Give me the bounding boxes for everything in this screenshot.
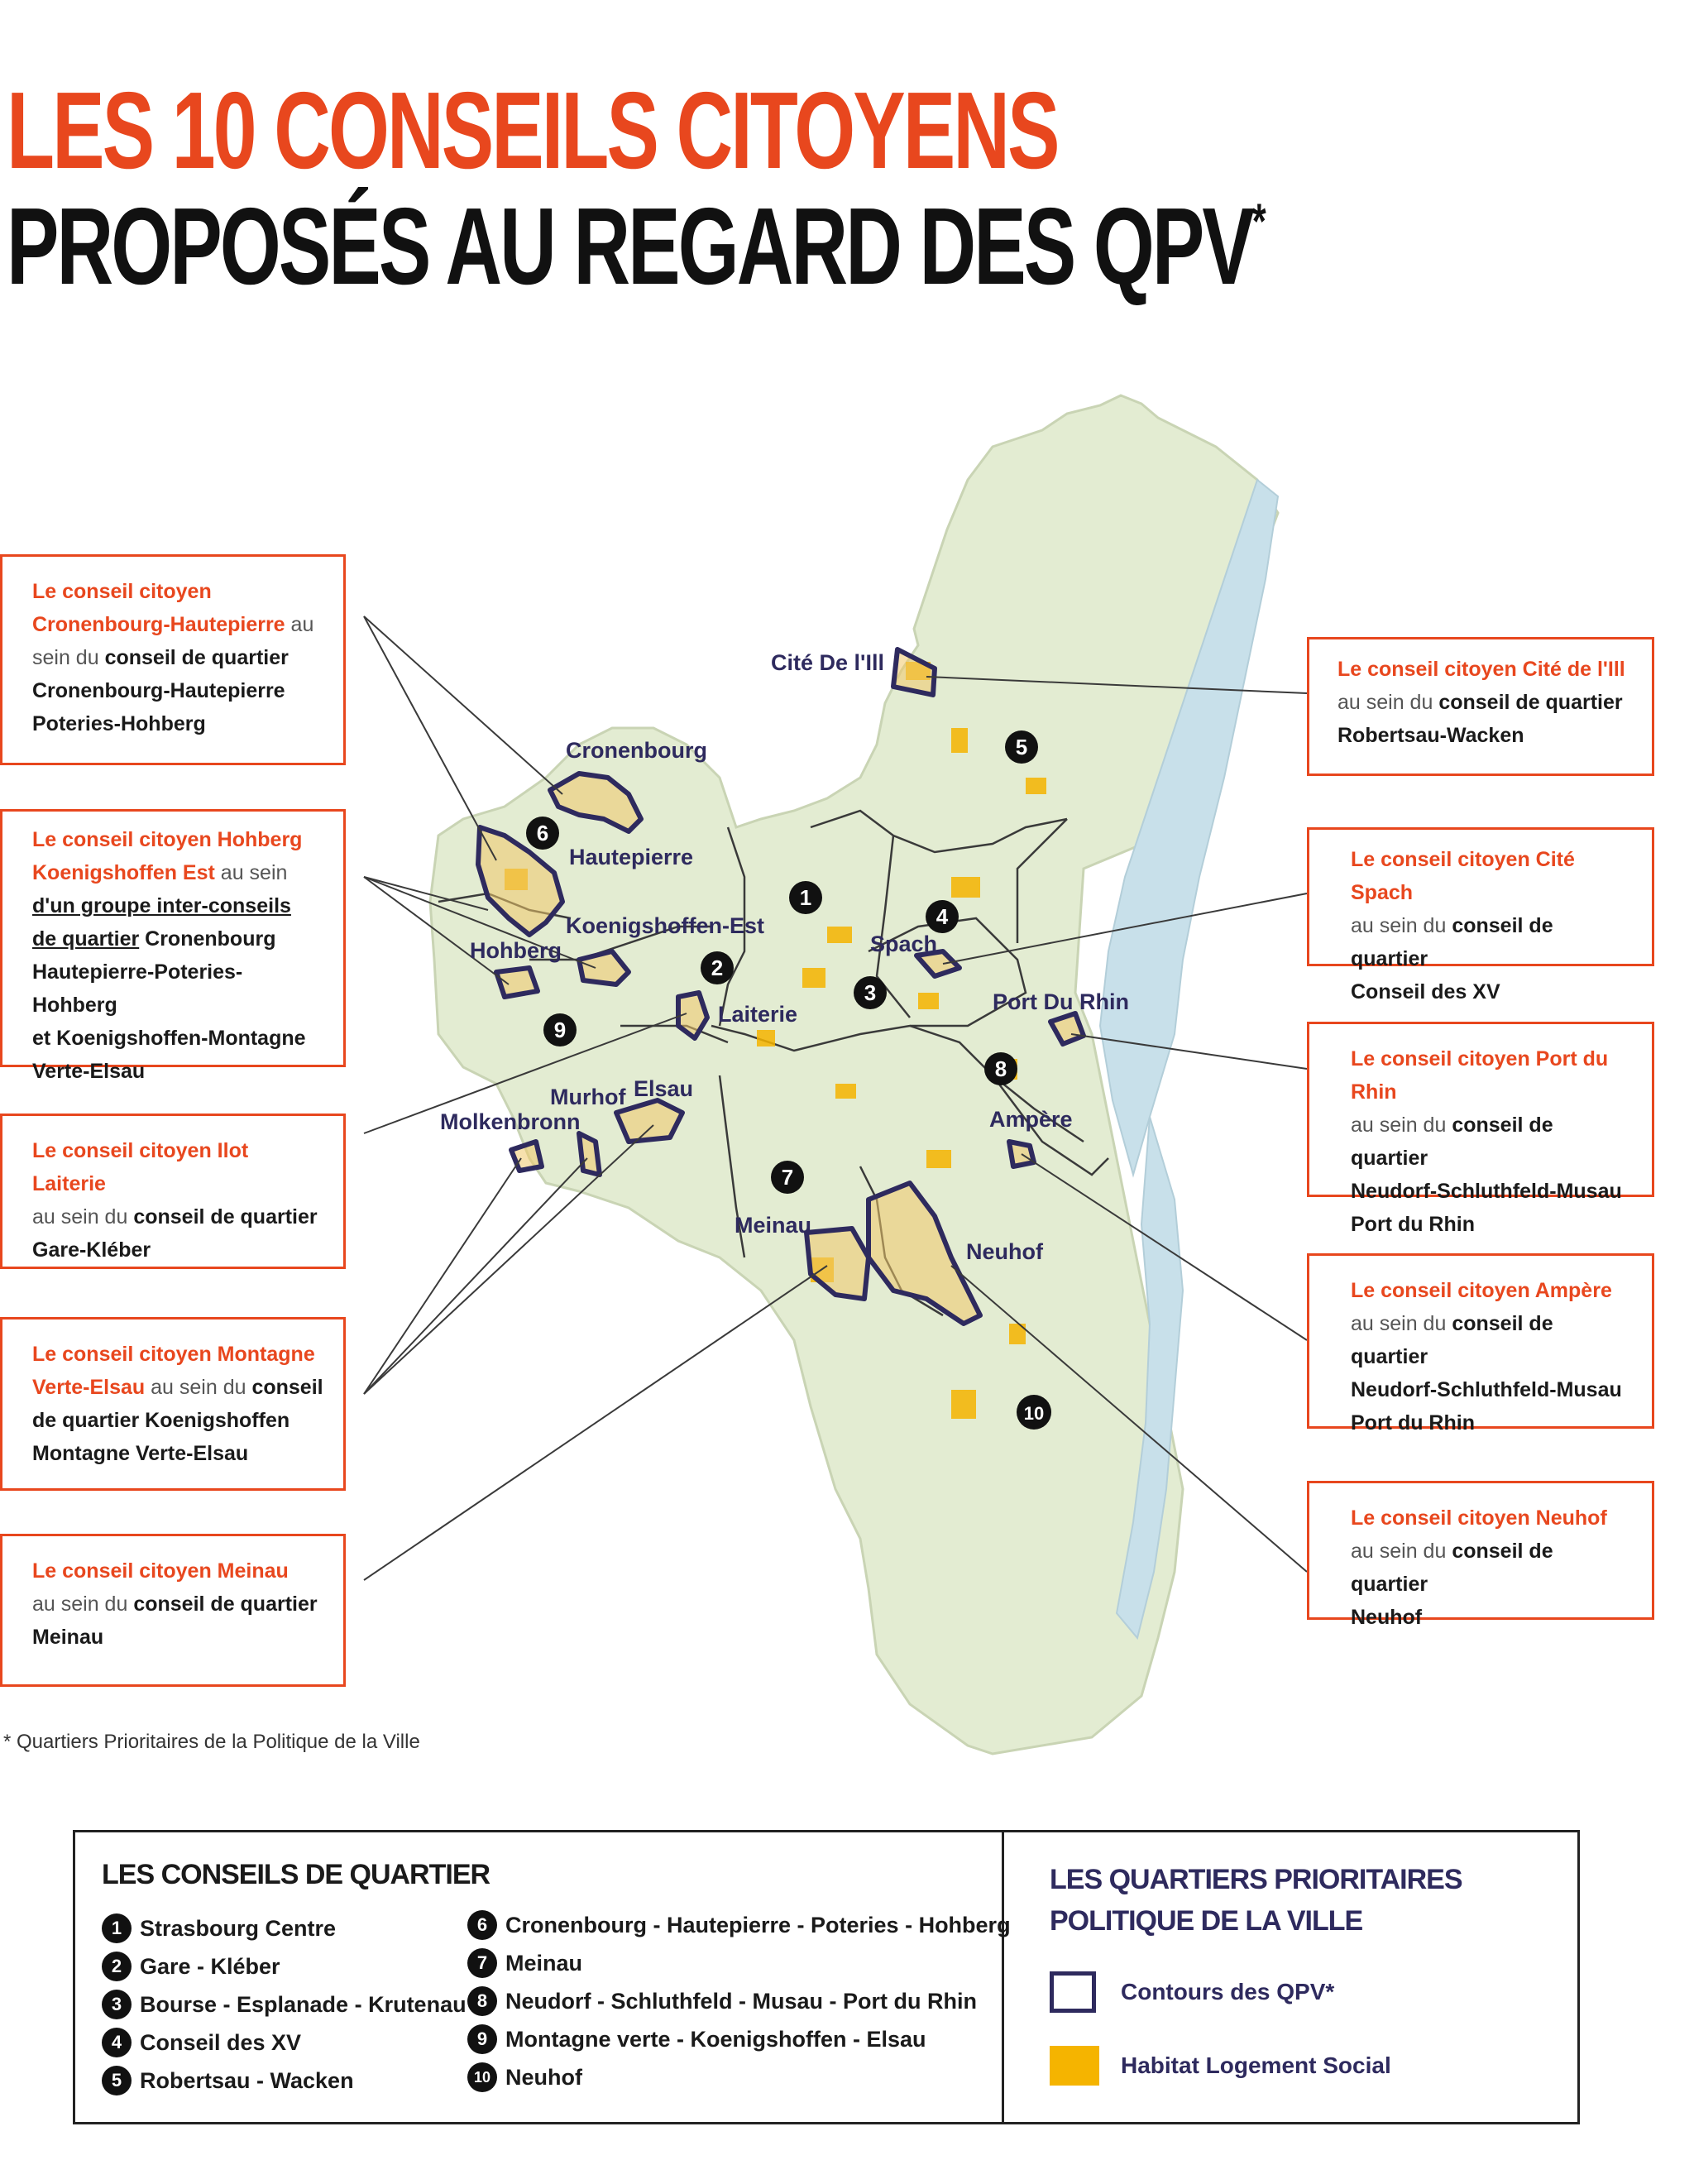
district-badge-6 (526, 817, 559, 850)
title-asterisk: * (1251, 194, 1264, 249)
callout-text: Le conseil citoyen Neuhof (1351, 1506, 1607, 1530)
legend-item-6 (467, 1910, 1011, 1940)
title-line-1: LES 10 CONSEILS CITOYENS (7, 69, 1058, 191)
legend-label: Meinau (505, 1950, 583, 1976)
callout-text: sein du (32, 646, 105, 669)
legend-number: 6 (467, 1910, 497, 1940)
legend-item-3 (102, 1990, 467, 2019)
title-line-2-text: PROPOSÉS AU REGARD DES QPV (7, 185, 1252, 307)
label-neuhof: Neuhof (966, 1239, 1043, 1264)
legend-number: 8 (467, 1986, 497, 2016)
district-badge-4 (926, 900, 959, 933)
legend-item-2 (102, 1952, 280, 1981)
label-murhof: Murhof (550, 1085, 626, 1109)
callout-text: au sein (214, 861, 288, 884)
svg-text:10: 10 (1023, 1403, 1045, 1424)
callout-ilot-laiterie (0, 1114, 346, 1269)
label-cite-de-lill: Cité De l'Ill (771, 650, 884, 675)
label-hohberg: Hohberg (470, 938, 562, 963)
legend-label: Bourse - Esplanade - Krutenau (140, 1991, 467, 2017)
callout-text: Verte-Elsau (32, 1376, 146, 1399)
label-meinau: Meinau (735, 1213, 812, 1238)
legend-habitat-label: Habitat Logement Social (1121, 2052, 1391, 2078)
legend-divider (1002, 1832, 1004, 2122)
callout-text: Meinau (32, 1626, 104, 1649)
legend-item-10 (467, 2062, 582, 2092)
qpv-murhof (579, 1133, 600, 1175)
habitat-swatch (1050, 2046, 1099, 2086)
callout-text: au sein du (32, 1205, 134, 1228)
legend-item-9 (467, 2024, 926, 2054)
label-hautepierre: Hautepierre (569, 845, 694, 869)
callout-text: Verte-Elsau (32, 1060, 146, 1083)
label-molkenbronn: Molkenbronn (440, 1109, 581, 1134)
legend-qpv-contours (1050, 1971, 1334, 2013)
callout-neuhof (1307, 1481, 1654, 1629)
legend-label: Conseil des XV (140, 2029, 302, 2055)
legend-right-title-1: LES QUARTIERS PRIORITAIRES (1050, 1864, 1462, 1895)
callout-text: au (285, 613, 314, 636)
district-badge-9 (543, 1013, 577, 1046)
legend-item-8 (467, 1986, 977, 2016)
svg-text:7: 7 (781, 1165, 794, 1190)
callout-text: Le conseil citoyen Port du Rhin (1351, 1047, 1609, 1104)
callout-text: conseil de quartier (133, 1205, 318, 1228)
callout-text: Neudorf-Schluthfeld-Musau (1351, 1378, 1622, 1401)
legend-label: Gare - Kléber (140, 1953, 280, 1979)
label-elsau: Elsau (634, 1076, 694, 1101)
callout-text: au sein du (1337, 691, 1439, 714)
qpv-hohberg (496, 968, 538, 997)
svg-text:2: 2 (711, 956, 724, 980)
legend-right-title-2: POLITIQUE DE LA VILLE (1050, 1905, 1363, 1937)
district-badge-5 (1005, 730, 1038, 764)
legend-label: Neudorf - Schluthfeld - Musau - Port du Rhin (505, 1988, 977, 2014)
callout-text: au sein du (1351, 1312, 1452, 1335)
label-ampere: Ampère (989, 1107, 1073, 1132)
district-badge-3 (854, 976, 887, 1009)
callout-text: au sein du (1351, 1114, 1452, 1137)
callout-text: au sein du (145, 1376, 252, 1399)
callout-text: Le conseil citoyen Cité de l'Ill (1337, 658, 1625, 681)
svg-text:8: 8 (994, 1056, 1007, 1081)
callout-text: conseil de quartier (133, 1592, 318, 1616)
callout-text: Le conseil citoyen Hohberg (32, 828, 303, 851)
callout-text: conseil de quartier (1351, 1312, 1553, 1368)
callout-ampere (1307, 1253, 1654, 1434)
callout-text: Le conseil citoyen Montagne (32, 1343, 315, 1366)
callout-hohberg-koenigshoffen-est (0, 809, 346, 1083)
callout-text: Le conseil citoyen Ilot Laiterie (32, 1139, 249, 1195)
legend-number: 10 (467, 2062, 497, 2092)
legend-number: 2 (102, 1952, 132, 1981)
callout-text: conseil de quartier (1351, 914, 1553, 970)
legend-qpv-label: Contours des QPV* (1121, 1979, 1335, 2004)
callout-text: Neuhof (1351, 1606, 1423, 1629)
legend-label: Cronenbourg - Hautepierre - Poteries - Hohberg (505, 1912, 1011, 1937)
callout-text: conseil (251, 1376, 323, 1399)
svg-text:6: 6 (536, 821, 549, 845)
label-laiterie: Laiterie (718, 1002, 798, 1027)
legend-habitat (1050, 2046, 1391, 2086)
legend-number: 7 (467, 1948, 497, 1978)
callout-text: Le conseil citoyen (32, 580, 212, 603)
callout-text: Poteries-Hohberg (32, 712, 206, 735)
callout-text: Cronenbourg-Hautepierre (32, 679, 285, 702)
district-badge-8 (984, 1052, 1017, 1085)
legend-label: Strasbourg Centre (140, 1915, 337, 1941)
qpv-swatch (1050, 1971, 1096, 2013)
label-cronenbourg: Cronenbourg (566, 738, 707, 763)
svg-text:4: 4 (936, 904, 949, 929)
callout-text: Le conseil citoyen Meinau (32, 1559, 289, 1583)
district-badge-7 (771, 1161, 804, 1194)
legend-left-title: LES CONSEILS DE QUARTIER (102, 1859, 490, 1890)
callout-text: Cronenbourg-Hautepierre (32, 613, 285, 636)
callout-text: d'un groupe inter-conseils (32, 894, 291, 917)
callout-text: au sein du (32, 1592, 134, 1616)
callout-text: conseil de quartier (1351, 1540, 1553, 1596)
label-koenigshoffen-est: Koenigshoffen-Est (566, 913, 764, 938)
callout-text: et Koenigshoffen-Montagne (32, 1027, 306, 1050)
callout-cite-de-lill (1307, 637, 1654, 776)
callout-text: Robertsau-Wacken (1337, 724, 1524, 747)
label-spach: Spach (870, 932, 938, 956)
callout-text: Cronenbourg (139, 927, 276, 951)
callout-text: au sein du (1351, 1540, 1452, 1563)
legend-item-1 (102, 1913, 336, 1943)
callout-port-du-rhin (1307, 1022, 1654, 1236)
callout-text: conseil de quartier (104, 646, 289, 669)
callout-cite-spach (1307, 827, 1654, 1003)
callout-text: au sein du (1351, 914, 1452, 937)
callout-text: Port du Rhin (1351, 1213, 1475, 1236)
svg-text:9: 9 (553, 1018, 567, 1042)
callout-meinau (0, 1534, 346, 1687)
label-port-du-rhin: Port Du Rhin (993, 989, 1129, 1014)
svg-text:5: 5 (1015, 735, 1028, 759)
callout-text: Conseil des XV (1351, 980, 1500, 1003)
callout-text: de quartier (32, 927, 140, 951)
legend-right-title (1050, 1859, 1462, 1942)
legend-label: Montagne verte - Koenigshoffen - Elsau (505, 2026, 926, 2052)
callout-text: conseil de quartier (1351, 1114, 1553, 1170)
callout-text: conseil de quartier (1438, 691, 1623, 714)
legend-item-4 (102, 2028, 301, 2057)
district-badge-2 (701, 951, 734, 984)
legend-number: 4 (102, 2028, 132, 2057)
legend-number: 3 (102, 1990, 132, 2019)
legend-number: 5 (102, 2066, 132, 2095)
callout-text: Hautepierre-Poteries-Hohberg (32, 960, 243, 1017)
svg-text:3: 3 (864, 980, 877, 1005)
callout-text: Koenigshoffen Est (32, 861, 215, 884)
legend-label: Neuhof (505, 2064, 582, 2090)
legend-item-5 (102, 2066, 354, 2095)
callout-text: Neudorf-Schluthfeld-Musau (1351, 1180, 1622, 1203)
legend-number: 1 (102, 1913, 132, 1943)
callout-text: Montagne Verte-Elsau (32, 1442, 249, 1465)
legend-item-7 (467, 1948, 582, 1978)
callout-montagne-verte-elsau (0, 1317, 346, 1491)
legend (73, 1830, 1580, 2124)
callout-text: Gare-Kléber (32, 1238, 151, 1262)
callout-text: Le conseil citoyen Cité Spach (1351, 848, 1575, 904)
callout-text: de quartier Koenigshoffen (32, 1409, 290, 1432)
district-badge-10 (1017, 1395, 1051, 1430)
legend-label: Robertsau - Wacken (140, 2067, 354, 2093)
svg-text:1: 1 (799, 885, 812, 910)
footnote: * Quartiers Prioritaires de la Politique de la Ville (3, 1731, 420, 1753)
district-badge-1 (789, 881, 822, 914)
callout-cronenbourg-hautepierre (0, 554, 346, 765)
callout-text: Port du Rhin (1351, 1411, 1475, 1434)
callout-text: Le conseil citoyen Ampère (1351, 1279, 1612, 1302)
legend-number: 9 (467, 2024, 497, 2054)
